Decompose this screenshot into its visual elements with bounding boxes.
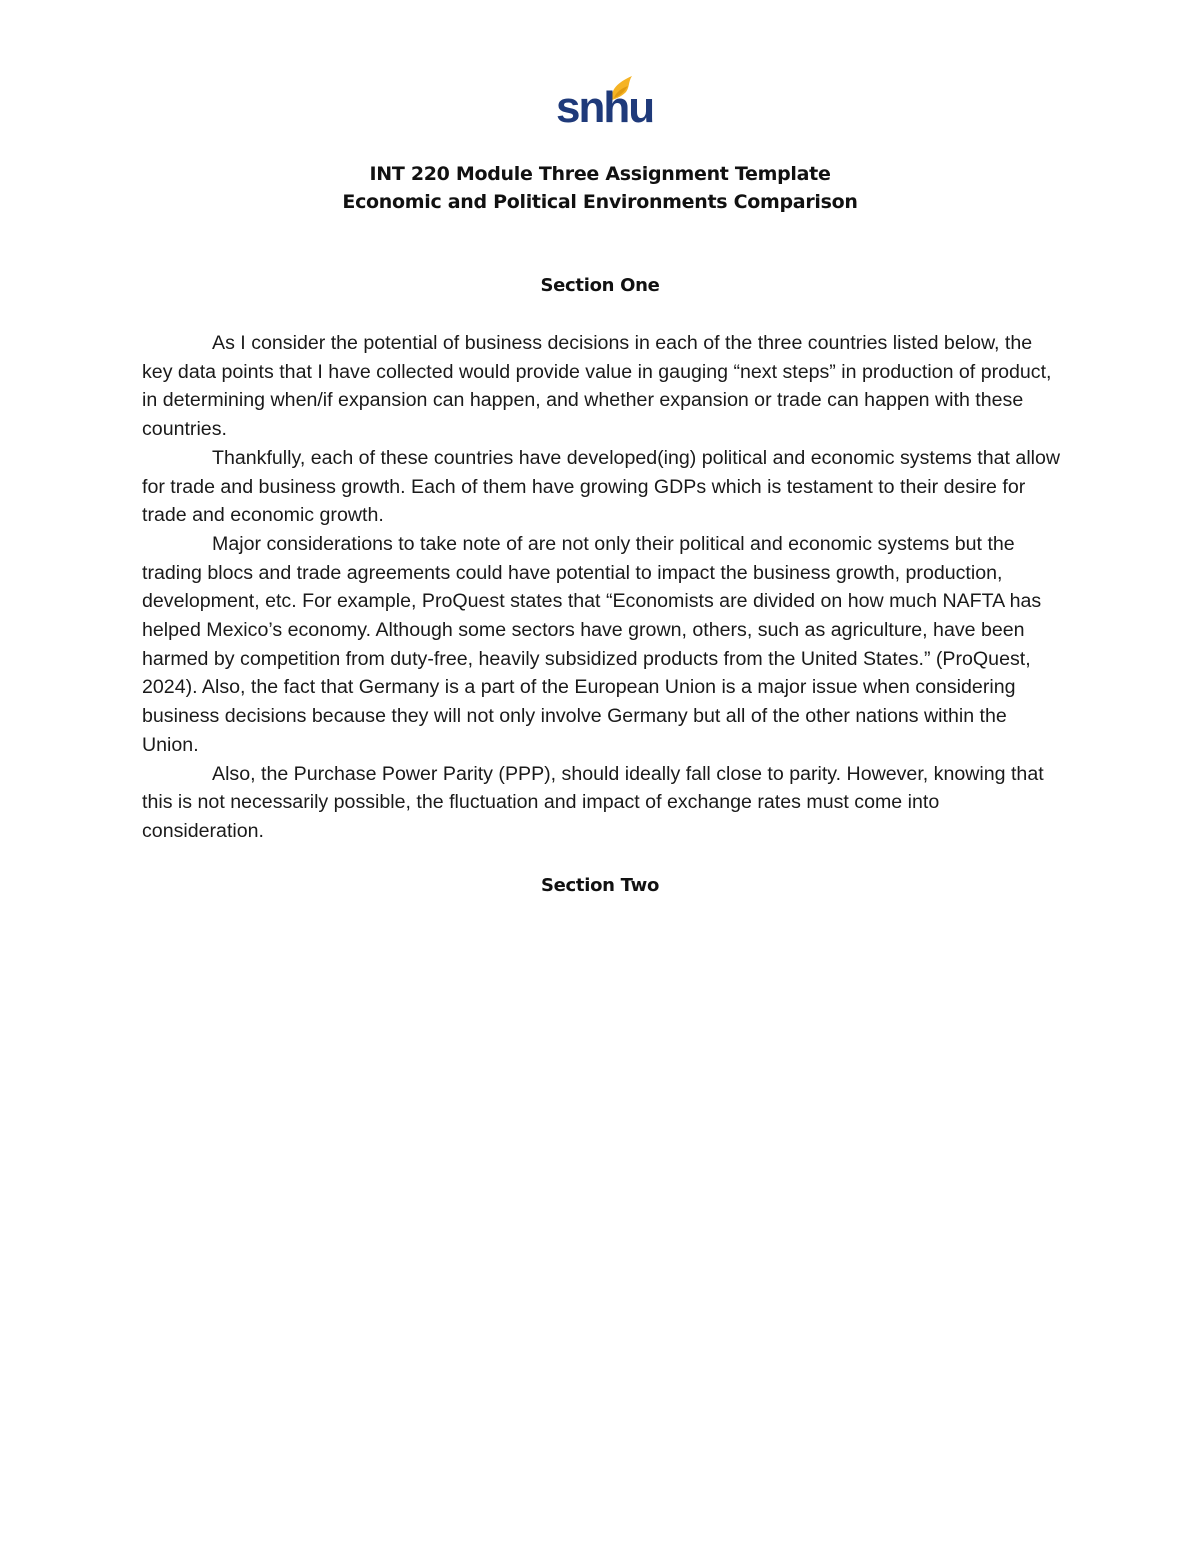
title-line-course: INT 220 Module Three Assignment Template	[369, 163, 831, 185]
section-two-heading: Section Two	[540, 875, 660, 896]
paragraph: Major considerations to take note of are not only their political and economic systems but the trading blocs and trade agreements could have potential to impact the business growth, production, development, etc. For example, ProQuest states that “Economists are divided on how much NAFTA has helped Mexico’s economy. Although some sectors have grown, others, such as agriculture, have been harmed by competition from duty-free, heavily subsidized products from the United States.” (ProQuest, 2024). Also, the fact that Germany is a part of the European Union is a major issue when considering business decisions because they will not only involve Germany but all of the other nations within the Union.	[142, 532, 1042, 756]
paragraph: Also, the Purchase Power Parity (PPP), should ideally fall close to parity. However, knowing that this is not necessarily possible, the fluctuation and impact of exchange rates must come into consideration.	[142, 762, 1044, 842]
logo-wordmark: snhu	[556, 83, 654, 132]
paragraph: As I consider the potential of business decisions in each of the three countries listed below, the key data points that I have collected would provide value in gauging “next steps” in production of product, in determining when/if expansion can happen, and whether expansion or trade can happen with these countries.	[142, 332, 1052, 441]
document-title	[0, 160, 1200, 216]
paragraph: Thankfully, each of these countries have developed(ing) political and economic systems that allow for trade and business growth. Each of them have growing GDPs which is testament to their desire for trade and economic growth.	[142, 446, 1061, 527]
section-one-body	[142, 329, 1062, 846]
snhu-logo	[552, 74, 654, 134]
section-one-heading: Section One	[540, 275, 660, 296]
title-line-subtitle: Economic and Political Environments Comparison	[342, 191, 858, 213]
